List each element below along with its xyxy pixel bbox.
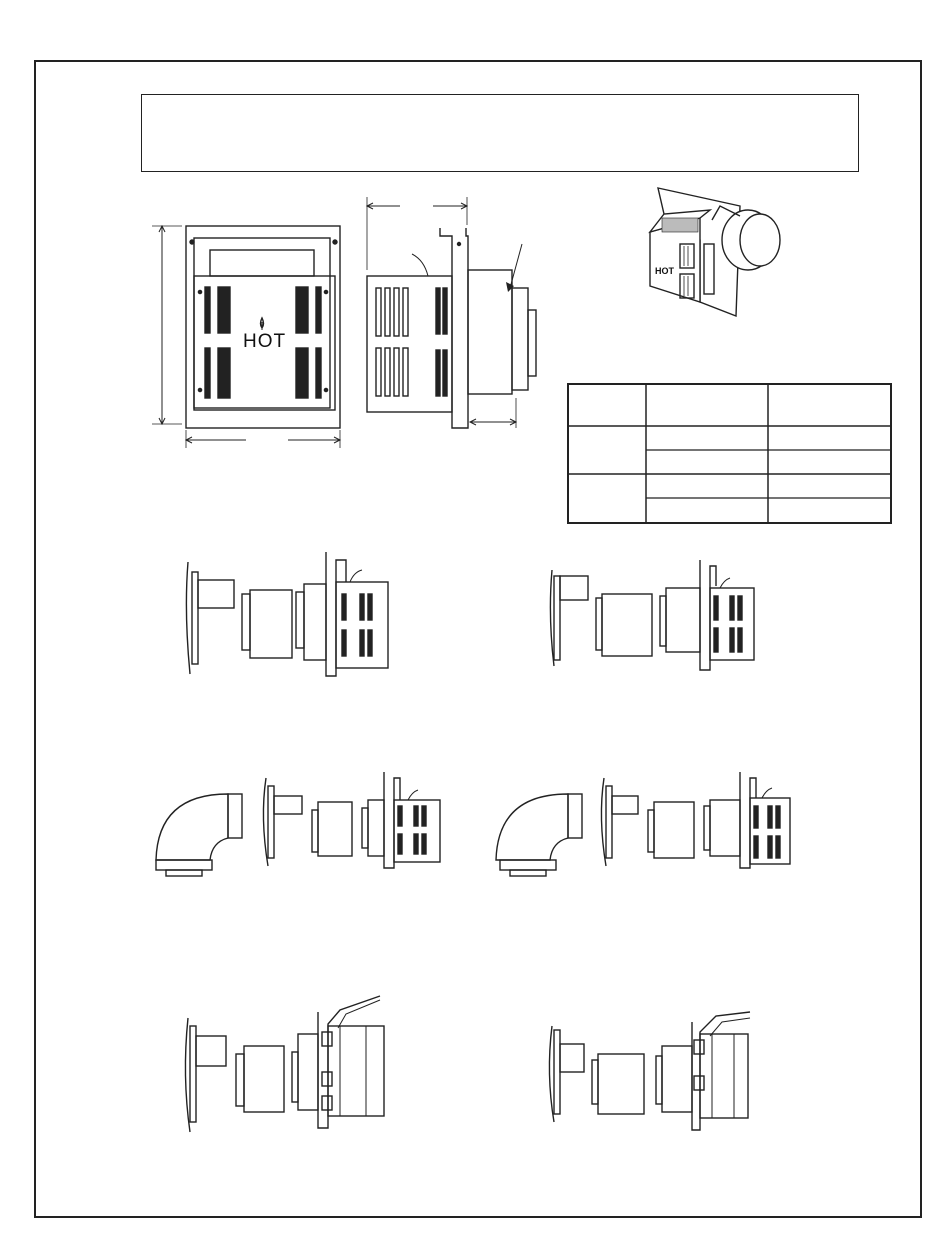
spec-table: [568, 384, 891, 523]
side-view: [367, 197, 536, 428]
assembly-5: [185, 996, 384, 1132]
assembly-2: [550, 560, 754, 670]
perspective-hot-label: HOT: [655, 266, 674, 276]
assembly-1: [186, 552, 388, 676]
front-view-hot-label: HOT: [243, 331, 287, 352]
assembly-4: [496, 772, 790, 876]
assembly-3: [156, 772, 440, 876]
perspective-view: [650, 188, 780, 316]
assembly-6: [549, 1012, 750, 1130]
